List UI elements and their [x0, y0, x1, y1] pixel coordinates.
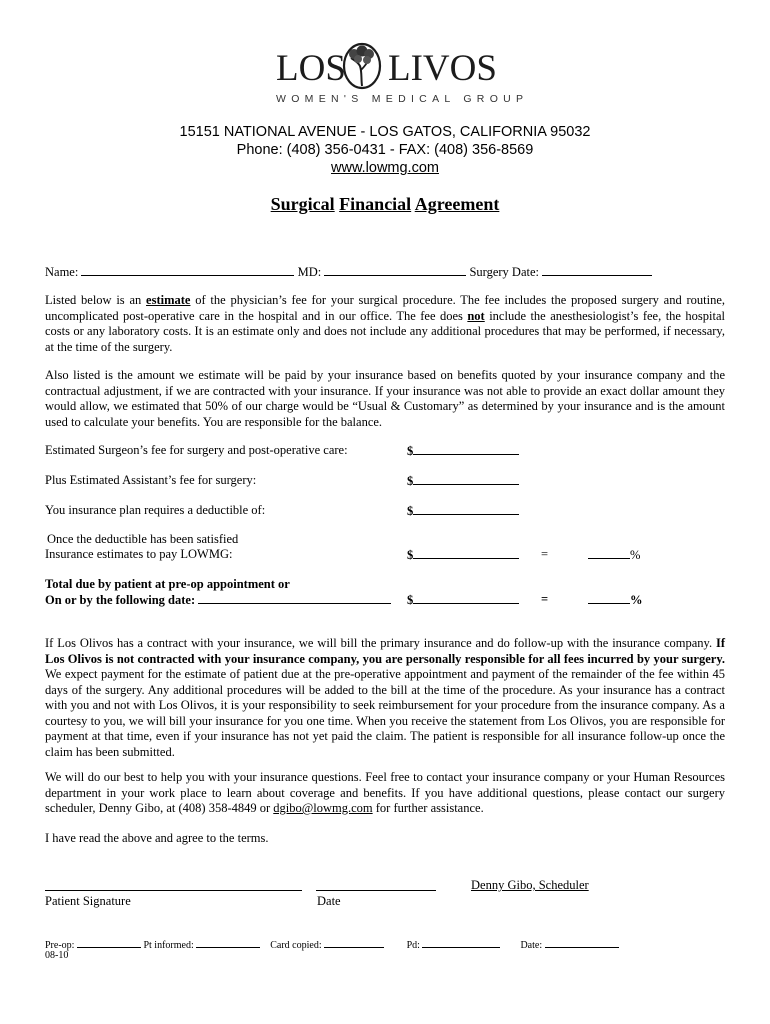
para1-text-c: include the anesthesiologist’s fee, the hospital costs or any laboratory costs. It is an estimate only and does not include any additional procedures that may be performed, if necessary, at the time of the surgery. — [45, 308, 726, 354]
insurance-pays-label: Insurance estimates to pay LOWMG: — [45, 547, 233, 561]
para1-text-b: of the physician’s fee for your surgical procedure. The fee includes the proposed surgery and routine, uncomplicated post-operative care in the hospital and in our office. The fee does — [45, 293, 725, 323]
name-field[interactable] — [81, 264, 294, 276]
preop-label: Pre-op: — [45, 940, 75, 951]
dollar-sign: $ — [407, 504, 414, 518]
patient-signature-label: Patient Signature — [45, 894, 131, 908]
footer-date-field[interactable] — [545, 938, 619, 948]
insurance-paragraph: Also listed is the amount we estimate will be paid by your insurance based on benefits quoted by your insurance company and the contractual adjustment, if we are contracted with your insurance. If your insurance was not able to provide an exact dollar amount they would allow, we estimated that 50% of our charge would be “Usual & Customary” as determined by your insurance and is the amount used to calculate your benefits. You are responsible for the balance. — [45, 368, 725, 429]
olive-tree-icon — [340, 40, 384, 92]
name-label: Name: — [45, 265, 79, 279]
estimate-emphasis: estimate — [146, 293, 191, 307]
insurance-percent-field[interactable] — [588, 547, 640, 563]
pd-label: Pd: — [406, 940, 420, 951]
office-use-row — [45, 938, 619, 953]
surgery-date-label: Surgery Date: — [469, 265, 539, 279]
footer-date-label: Date: — [520, 940, 543, 951]
title-word-3: Agreement — [414, 194, 500, 214]
dollar-sign: $ — [407, 474, 414, 488]
deductible-field[interactable] — [407, 503, 519, 519]
patient-fields-row — [45, 264, 652, 280]
para1-text-a: Listed below is an — [45, 293, 142, 307]
total-due-field[interactable] — [407, 592, 519, 608]
date-label: Date — [317, 894, 341, 908]
para3-text-a: If Los Olivos has a contract with your insurance, we will bill the primary insurance and do follow-up with the insurance company. — [45, 636, 713, 650]
equals-sign: = — [541, 547, 549, 561]
surgery-date-field[interactable] — [542, 264, 652, 276]
email-link[interactable]: dgibo@lowmg.com — [273, 801, 373, 815]
total-date-row — [45, 592, 391, 608]
estimate-paragraph — [45, 293, 725, 355]
percent-sign: % — [630, 548, 641, 562]
website-link[interactable]: www.lowmg.com — [331, 160, 439, 176]
dollar-sign: $ — [407, 444, 414, 458]
insurance-pays-field[interactable] — [407, 547, 519, 563]
total-date-label: On or by the following date: — [45, 593, 196, 607]
preop-field[interactable] — [77, 938, 141, 948]
md-field[interactable] — [324, 264, 466, 276]
deductible-satisfied-label: Once the deductible has been satisfied — [47, 532, 239, 546]
not-emphasis: not — [467, 308, 485, 323]
logo-word-livos: LIVOS — [388, 48, 497, 89]
total-percent-field[interactable] — [588, 592, 643, 608]
page-title — [0, 194, 770, 215]
assistant-fee-label: Plus Estimated Assistant’s fee for surgery: — [45, 473, 257, 487]
logo-subtitle: WOMEN'S MEDICAL GROUP — [276, 93, 529, 105]
total-date-field[interactable] — [198, 592, 391, 604]
patient-signature-line[interactable] — [45, 890, 302, 891]
dollar-sign: $ — [407, 593, 414, 607]
not-contracted-emphasis: If Los Olivos is not contracted with your insurance company, you are personally responsible for all fees incurred by your surgery. — [45, 636, 725, 666]
scheduler-signature: Denny Gibo, Scheduler — [471, 878, 589, 892]
card-copied-field[interactable] — [324, 938, 384, 948]
card-copied-label: Card copied: — [270, 940, 322, 951]
para4-text-b: for further assistance. — [375, 801, 484, 815]
deductible-label: You insurance plan requires a deductible of: — [45, 503, 266, 517]
contract-paragraph — [45, 636, 725, 760]
phone-fax: Phone: (408) 356-0431 - FAX: (408) 356-8569 — [236, 142, 534, 158]
md-label: MD: — [297, 265, 322, 279]
pd-field[interactable] — [422, 938, 500, 948]
dollar-sign: $ — [407, 548, 414, 562]
agreement-statement: I have read the above and agree to the terms. — [45, 831, 269, 845]
form-version: 08-10 — [45, 950, 69, 961]
logo-word-los: LOS — [276, 48, 346, 89]
total-due-label: Total due by patient at pre-op appointment or — [45, 577, 290, 591]
para4-text-a: We will do our best to help you with your insurance questions. Feel free to contact your insurance company or your Human Resources department in your work place to learn about coverage and benefits. If you have additional questions, please contact our surgery scheduler, Denny Gibo, at (408) 358-4849 or — [45, 770, 725, 815]
percent-sign: % — [630, 593, 643, 607]
address: 15151 NATIONAL AVENUE - LOS GATOS, CALIFORNIA 95032 — [179, 124, 591, 140]
title-word-1: Surgical — [270, 194, 335, 214]
informed-field[interactable] — [196, 938, 260, 948]
assistant-fee-field[interactable] — [407, 473, 519, 489]
surgeon-fee-field[interactable] — [407, 443, 519, 459]
date-line[interactable] — [316, 890, 436, 891]
surgeon-fee-label: Estimated Surgeon’s fee for surgery and post-operative care: — [45, 443, 348, 457]
para3-text-b: We expect payment for the estimate of patient due at the pre-operative appointment and payment of the remainder of the fee within 45 days of the surgery. Any additional procedures will be added to the bill at the time of the procedure. As your insurance has a contract with you and not with Los Olivos, it is your responsibility to seek reimbursement for your procedure from the insurance company. As a courtesy to you, we will bill your insurance for you one time. When you receive the statement from Los Olivos, you are responsible for payment at that time, even if your insurance has not yet paid the claim. The patient is responsible for all insurance follow-up once the claim has been submitted. — [45, 667, 725, 759]
title-word-2: Financial — [339, 194, 412, 214]
logo — [262, 36, 529, 112]
informed-label: Pt informed: — [143, 940, 194, 951]
equals-sign: = — [541, 592, 549, 606]
help-paragraph — [45, 770, 725, 817]
